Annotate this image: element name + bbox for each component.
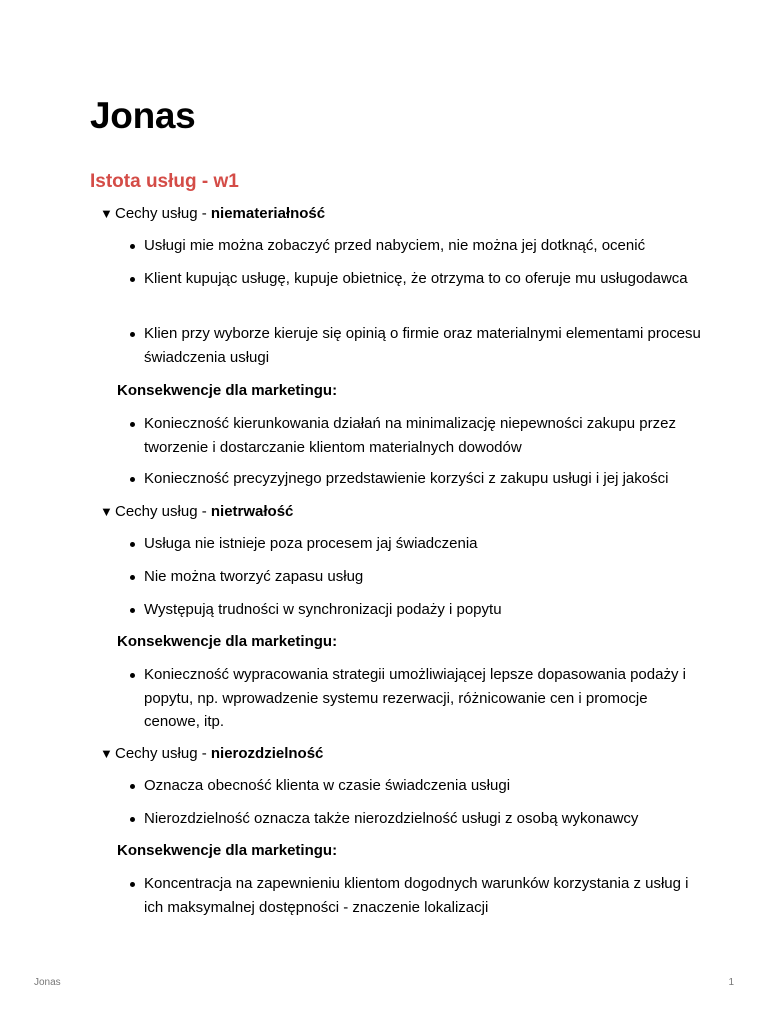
list-item: Nie można tworzyć zapasu usług (144, 565, 704, 589)
list-item: Usługi mie można zobaczyć przed nabyciem, nie można jej dotknąć, ocenić (144, 234, 704, 258)
consequences-heading: Konsekwencje dla marketingu: (117, 633, 338, 650)
list-item: Konieczność precyzyjnego przedstawienie korzyści z zakupu usługi i jej jakości (144, 467, 704, 491)
toggle-niematerialnosc[interactable] (100, 204, 325, 224)
list-item: Oznacza obecność klienta w czasie świadczenia usługi (144, 774, 704, 798)
toggle-bold-label: nierozdzielność (210, 745, 324, 762)
page-number: 1 (728, 977, 734, 988)
list-item: Usługa nie istnieje poza procesem jaj świadczenia (144, 532, 704, 556)
page-title: Jonas (90, 95, 196, 136)
consequences-heading: Konsekwencje dla marketingu: (117, 842, 338, 859)
footer-title: Jonas (34, 977, 61, 988)
toggle-prefix: Cechy usług - (115, 503, 211, 520)
section-heading: Istota usług - w1 (90, 171, 239, 192)
list-item: Konieczność wypracowania strategii umożliwiającej lepsze dopasowania podaży i popytu, np. wprowadzenie systemu rezerwacji, różnicowanie cen i promocje cenowe, itp. (144, 663, 704, 734)
list-item: Występują trudności w synchronizacji podaży i popytu (144, 598, 704, 622)
list-item: Klient kupując usługę, kupuje obietnicę, że otrzyma to co oferuje mu usługodawca (144, 267, 704, 291)
toggle-arrow-icon[interactable]: ▼ (100, 206, 113, 221)
list-item: Konieczność kierunkowania działań na minimalizację niepewności zakupu przez tworzenie i dostarczanie klientom materialnych dowodów (144, 412, 704, 459)
toggle-prefix: Cechy usług - (115, 205, 211, 222)
list-item: Nierozdzielność oznacza także nierozdzielność usługi z osobą wykonawcy (144, 807, 704, 831)
list-item: Klien przy wyborze kieruje się opinią o firmie oraz materialnymi elementami procesu świadczenia usługi (144, 322, 704, 369)
toggle-nietrwalosc[interactable] (100, 502, 293, 522)
toggle-bold-label: niemateriałność (210, 205, 326, 222)
toggle-arrow-icon[interactable]: ▼ (100, 746, 113, 761)
toggle-nierozdzielnosc[interactable] (100, 744, 323, 764)
list-item: Koncentracja na zapewnieniu klientom dogodnych warunków korzystania z usług i ich maksymalnej dostępności - znaczenie lokalizacji (144, 872, 704, 919)
toggle-arrow-icon[interactable]: ▼ (100, 504, 113, 519)
toggle-bold-label: nietrwałość (210, 503, 294, 520)
toggle-prefix: Cechy usług - (115, 745, 211, 762)
consequences-heading: Konsekwencje dla marketingu: (117, 382, 338, 399)
